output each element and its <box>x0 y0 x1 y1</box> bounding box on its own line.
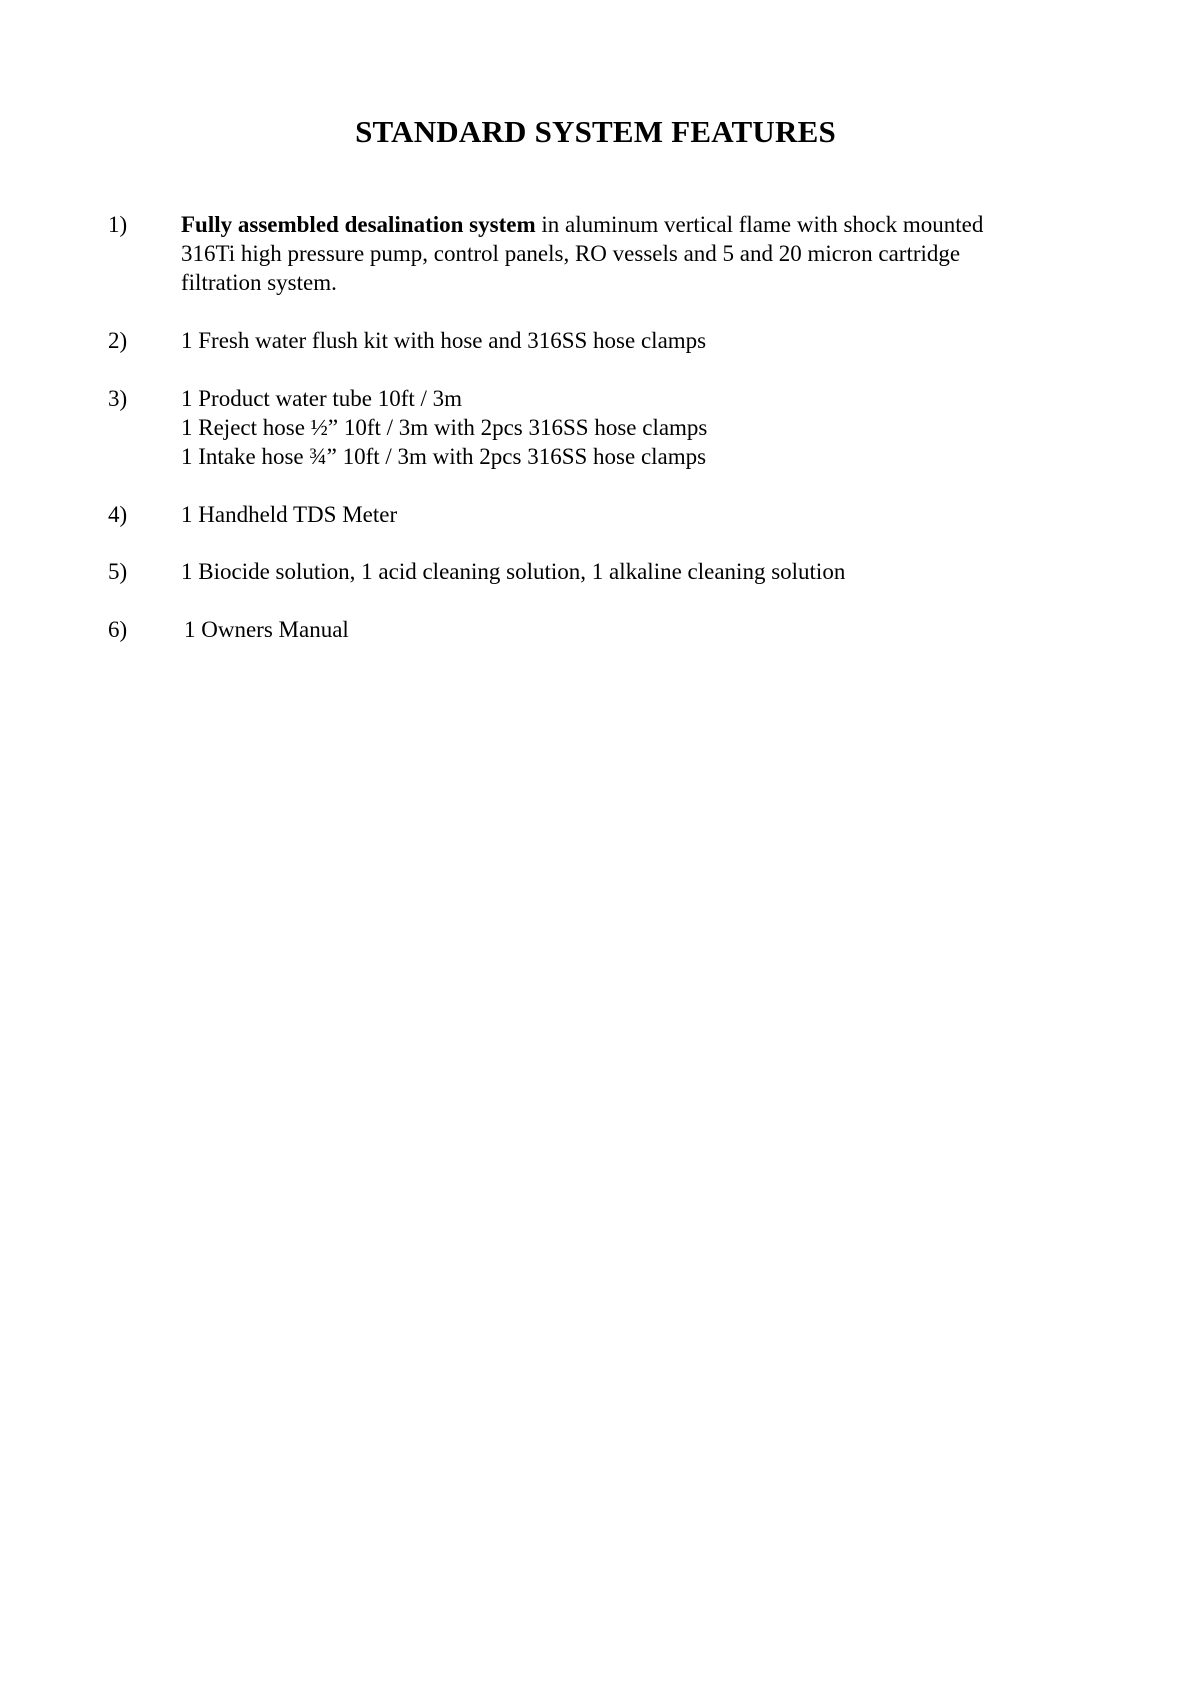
item-number: 1) <box>108 212 128 237</box>
item-line: 1 Biocide solution, 1 acid cleaning solution, 1 alkaline cleaning solution <box>181 559 846 584</box>
item-line: 1 Intake hose ¾” 10ft / 3m with 2pcs 316SS hose clamps <box>181 444 707 469</box>
item-line: 1 Owners Manual <box>184 617 349 642</box>
item-number: 3) <box>108 386 128 411</box>
item-number: 2) <box>108 328 128 353</box>
item-line: 316Ti high pressure pump, control panels, RO vessels and 5 and 20 micron cartridge <box>181 241 961 266</box>
item-text <box>181 500 1061 529</box>
item-line: 1 Fresh water flush kit with hose and 316SS hose clamps <box>181 328 707 353</box>
item-bold-lead: Fully assembled desalination system <box>181 212 536 237</box>
item-text <box>181 326 1061 355</box>
item-number: 5) <box>108 559 128 584</box>
item-text <box>184 615 1064 644</box>
item-line-rest: in aluminum vertical flame with shock mounted <box>535 212 984 237</box>
item-text <box>181 210 1061 297</box>
item-line: 1 Reject hose ½” 10ft / 3m with 2pcs 316SS hose clamps <box>181 415 708 440</box>
item-line: filtration system. <box>181 270 337 295</box>
page-title: STANDARD SYSTEM FEATURES <box>355 114 836 149</box>
item-line: 1 Product water tube 10ft / 3m <box>181 386 463 411</box>
item-number: 4) <box>108 502 128 527</box>
item-line <box>181 210 1061 239</box>
item-line: 1 Handheld TDS Meter <box>181 502 398 527</box>
item-number: 6) <box>108 617 128 642</box>
item-text <box>181 384 1061 471</box>
item-text <box>181 557 1061 586</box>
